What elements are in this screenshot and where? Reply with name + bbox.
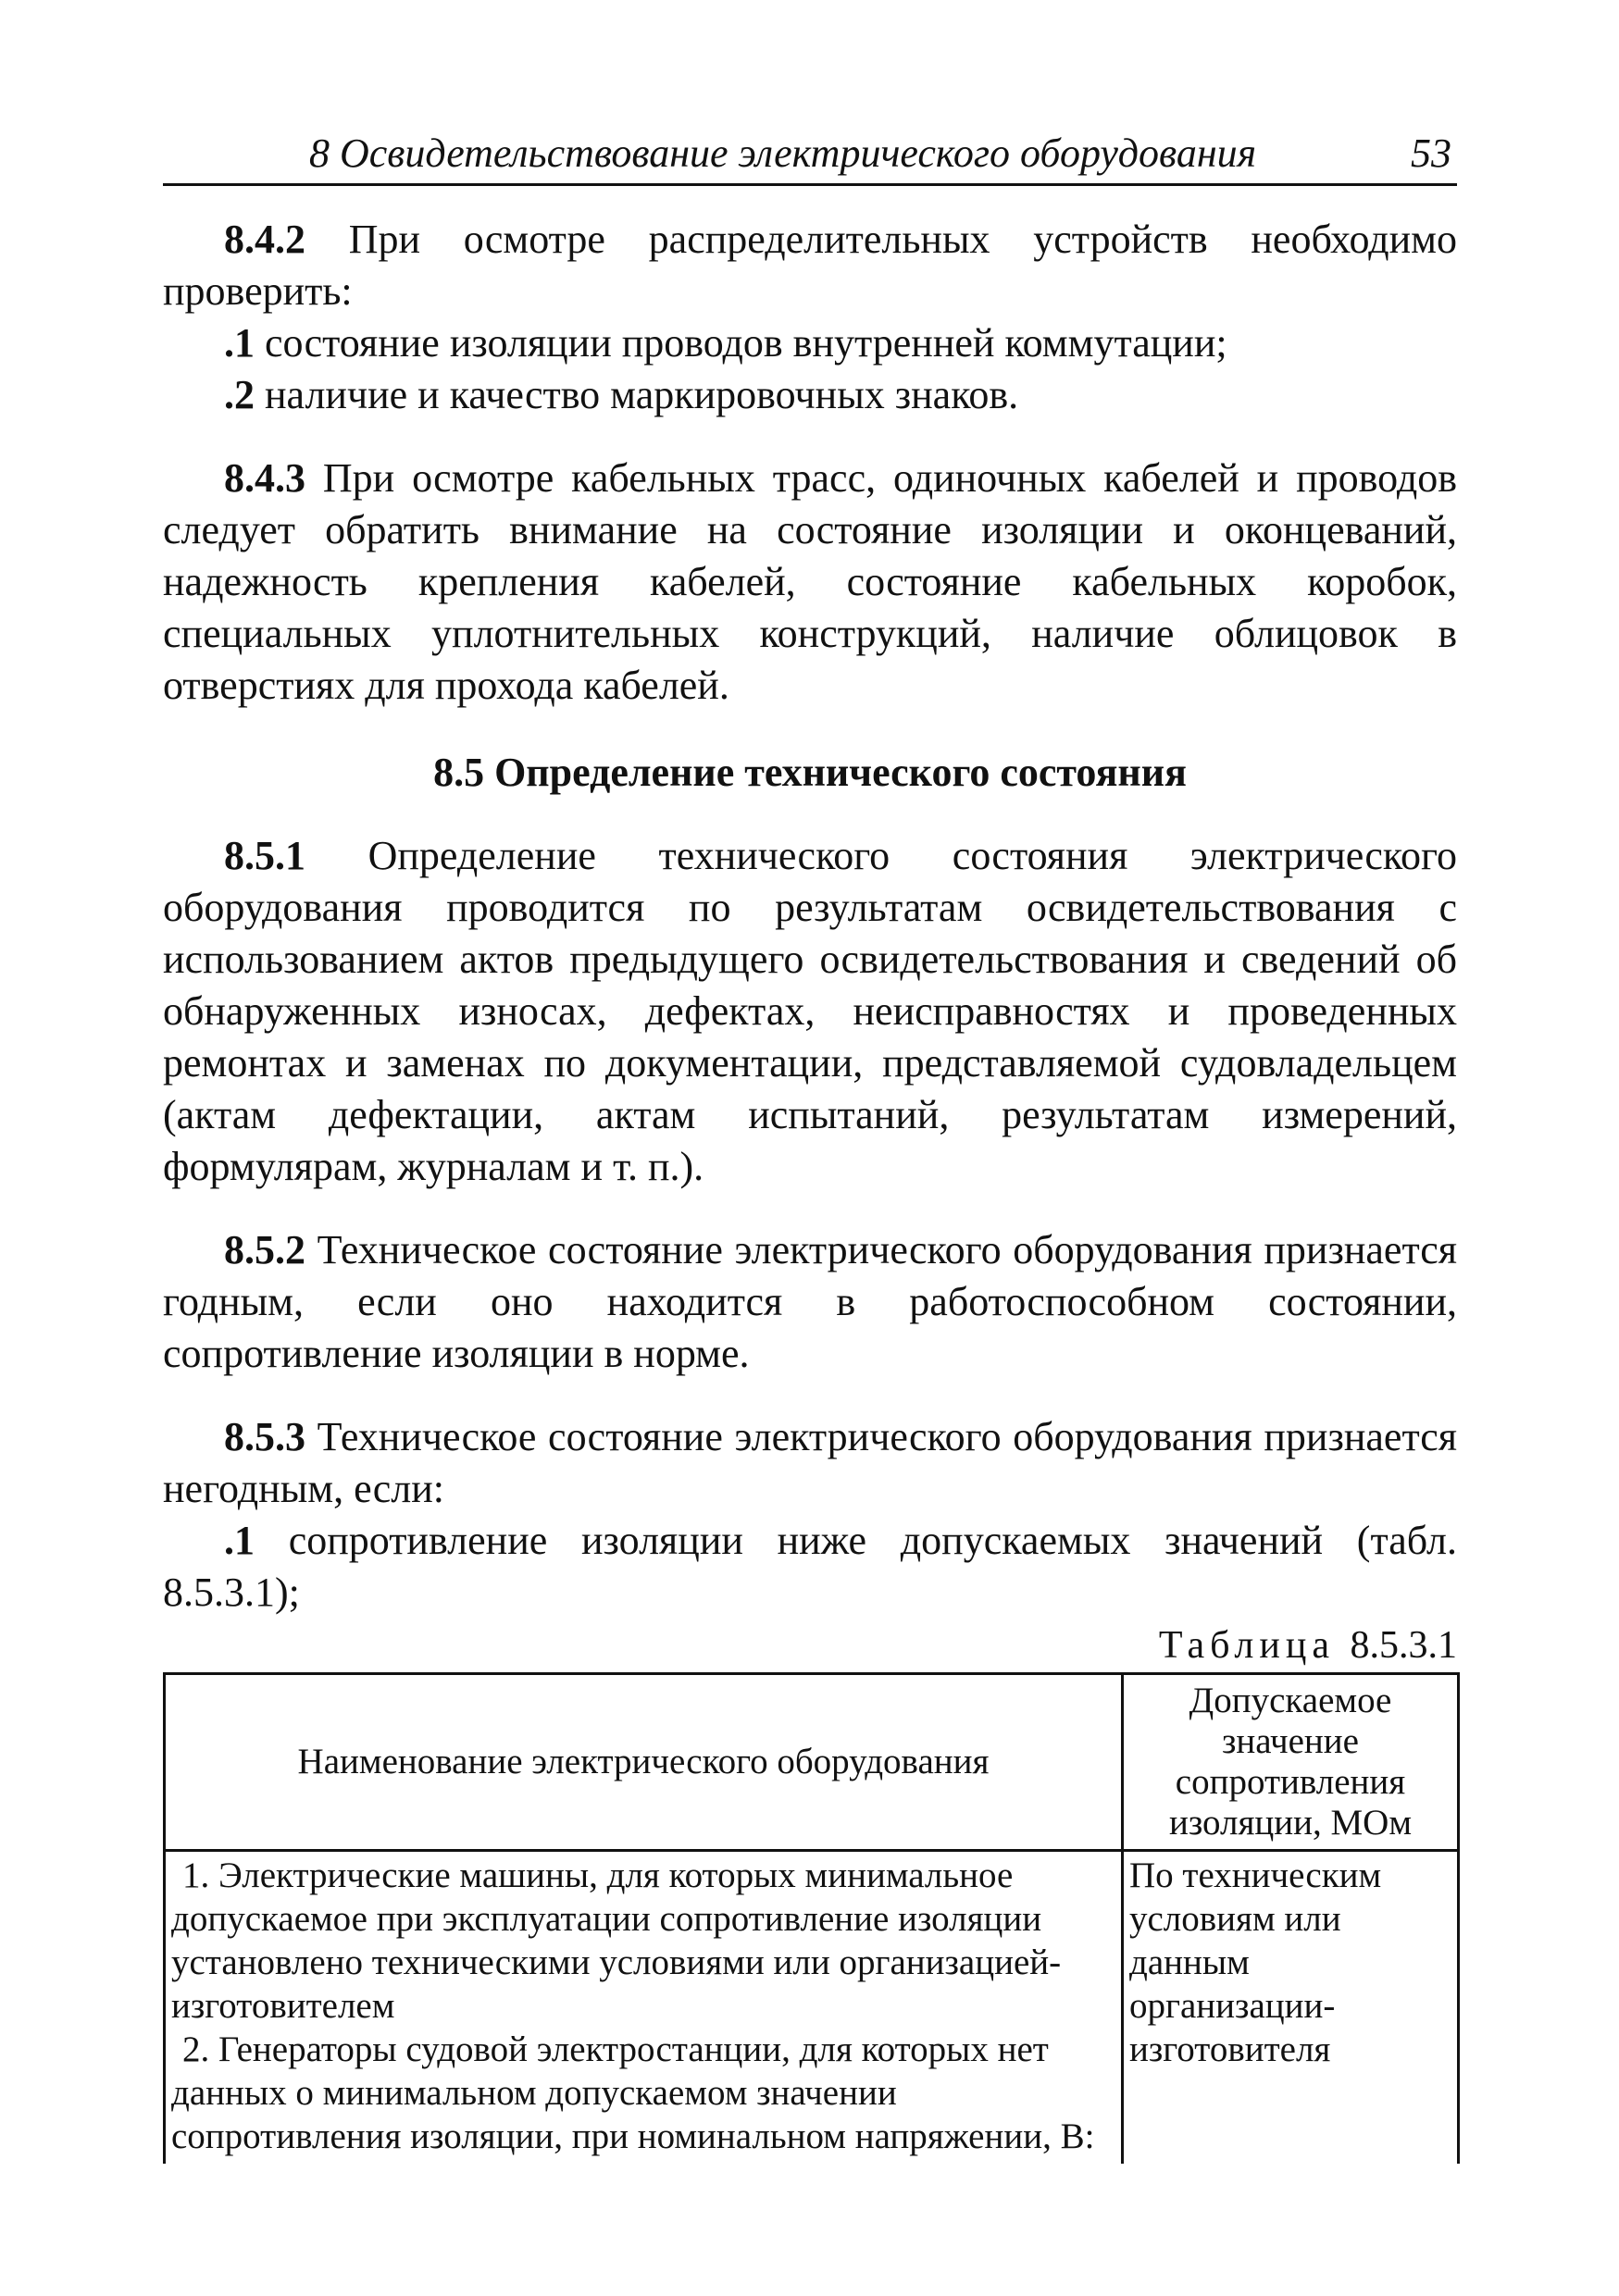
paragraph-8-5-1 [163, 830, 1457, 1193]
clause-number: 8.5.2 [224, 1227, 305, 1272]
table-caption [163, 1622, 1457, 1669]
table-cell-resistance [1123, 1851, 1459, 2165]
paragraph-8-5-2 [163, 1224, 1457, 1380]
column-header-equipment: Наименование электрического оборудования [165, 1674, 1123, 1851]
document-page [163, 130, 1457, 2164]
paragraph-8-5-3 [163, 1411, 1457, 1515]
clause-number: 8.4.3 [224, 455, 305, 501]
chapter-title: 8 Освидетельствование электрического оборудования [309, 130, 1257, 176]
clause-text: Техническое состояние электрического оборудования признается негодным, если: [163, 1414, 1457, 1511]
table-cell-equipment [165, 1851, 1123, 2165]
list-item [163, 317, 1457, 369]
running-header [163, 130, 1457, 186]
item-number: .1 [224, 1518, 255, 1563]
table-caption-label: Таблица [1158, 1624, 1335, 1667]
clause-text: При осмотре распределительных устройств необходимо проверить: [163, 217, 1457, 314]
section-heading: 8.5 Определение технического состояния [433, 750, 1187, 795]
table-row [165, 1851, 1459, 2165]
paragraph-8-4-3 [163, 453, 1457, 712]
item-number: .2 [224, 372, 255, 417]
item-text: сопротивление изоляции ниже допускаемых значений (табл. 8.5.3.1); [163, 1518, 1457, 1615]
table-caption-number: 8.5.3.1 [1350, 1624, 1457, 1667]
insulation-resistance-table [163, 1672, 1460, 2164]
item-number: .1 [224, 320, 255, 366]
clause-number: 8.4.2 [224, 217, 305, 262]
clause-text: При осмотре кабельных трасс, одиночных кабелей и проводов следует обратить внимание на состояние изоляции и оконцеваний, надежность крепления кабелей, состояние кабельных коробок, специальных уплотнительных конструкций, наличие облицовок в отверстиях для прохода кабелей. [163, 455, 1457, 708]
clause-text: Техническое состояние электрического оборудования признается годным, если оно находится в работоспособном состоянии, сопротивление изоляции в норме. [163, 1227, 1457, 1376]
column-header-resistance: Допускаемое значение сопротивления изоляции, МОм [1123, 1674, 1459, 1851]
page-number: 53 [1411, 130, 1451, 176]
item-text: состояние изоляции проводов внутренней коммутации; [255, 320, 1227, 366]
list-item [163, 369, 1457, 421]
equipment-item: 2. Генераторы судовой электростанции, для которых нет данных о минимальном допускаемом значении сопротивления изоляции, при номинальном напряжении, В: [171, 2029, 1095, 2156]
body-text [163, 214, 1457, 1619]
paragraph-8-4-2 [163, 214, 1457, 317]
resistance-value: По техническим условиям или данным организации-изготовителя [1129, 1855, 1382, 2069]
clause-text: Определение технического состояния электрического оборудования проводится по результатам освидетельствования с использованием актов предыдущего освидетельствования и сведений об обнаруженных износах, дефектах, неисправностях и проведенных ремонтах и заменах по документации, представляемой судовладельцем (актам дефектации, актам испытаний, результатам измерений, формулярам, журналам и т. п.). [163, 833, 1457, 1189]
list-item [163, 1515, 1457, 1619]
table-header-row [165, 1674, 1459, 1851]
equipment-item: 1. Электрические машины, для которых минимальное допускаемое при эксплуатации сопротивление изоляции установлено техническими условиями или организацией-изготовителем [171, 1855, 1062, 2026]
clause-number: 8.5.3 [224, 1414, 305, 1459]
clause-number: 8.5.1 [224, 833, 305, 878]
item-text: наличие и качество маркировочных знаков. [255, 372, 1019, 417]
